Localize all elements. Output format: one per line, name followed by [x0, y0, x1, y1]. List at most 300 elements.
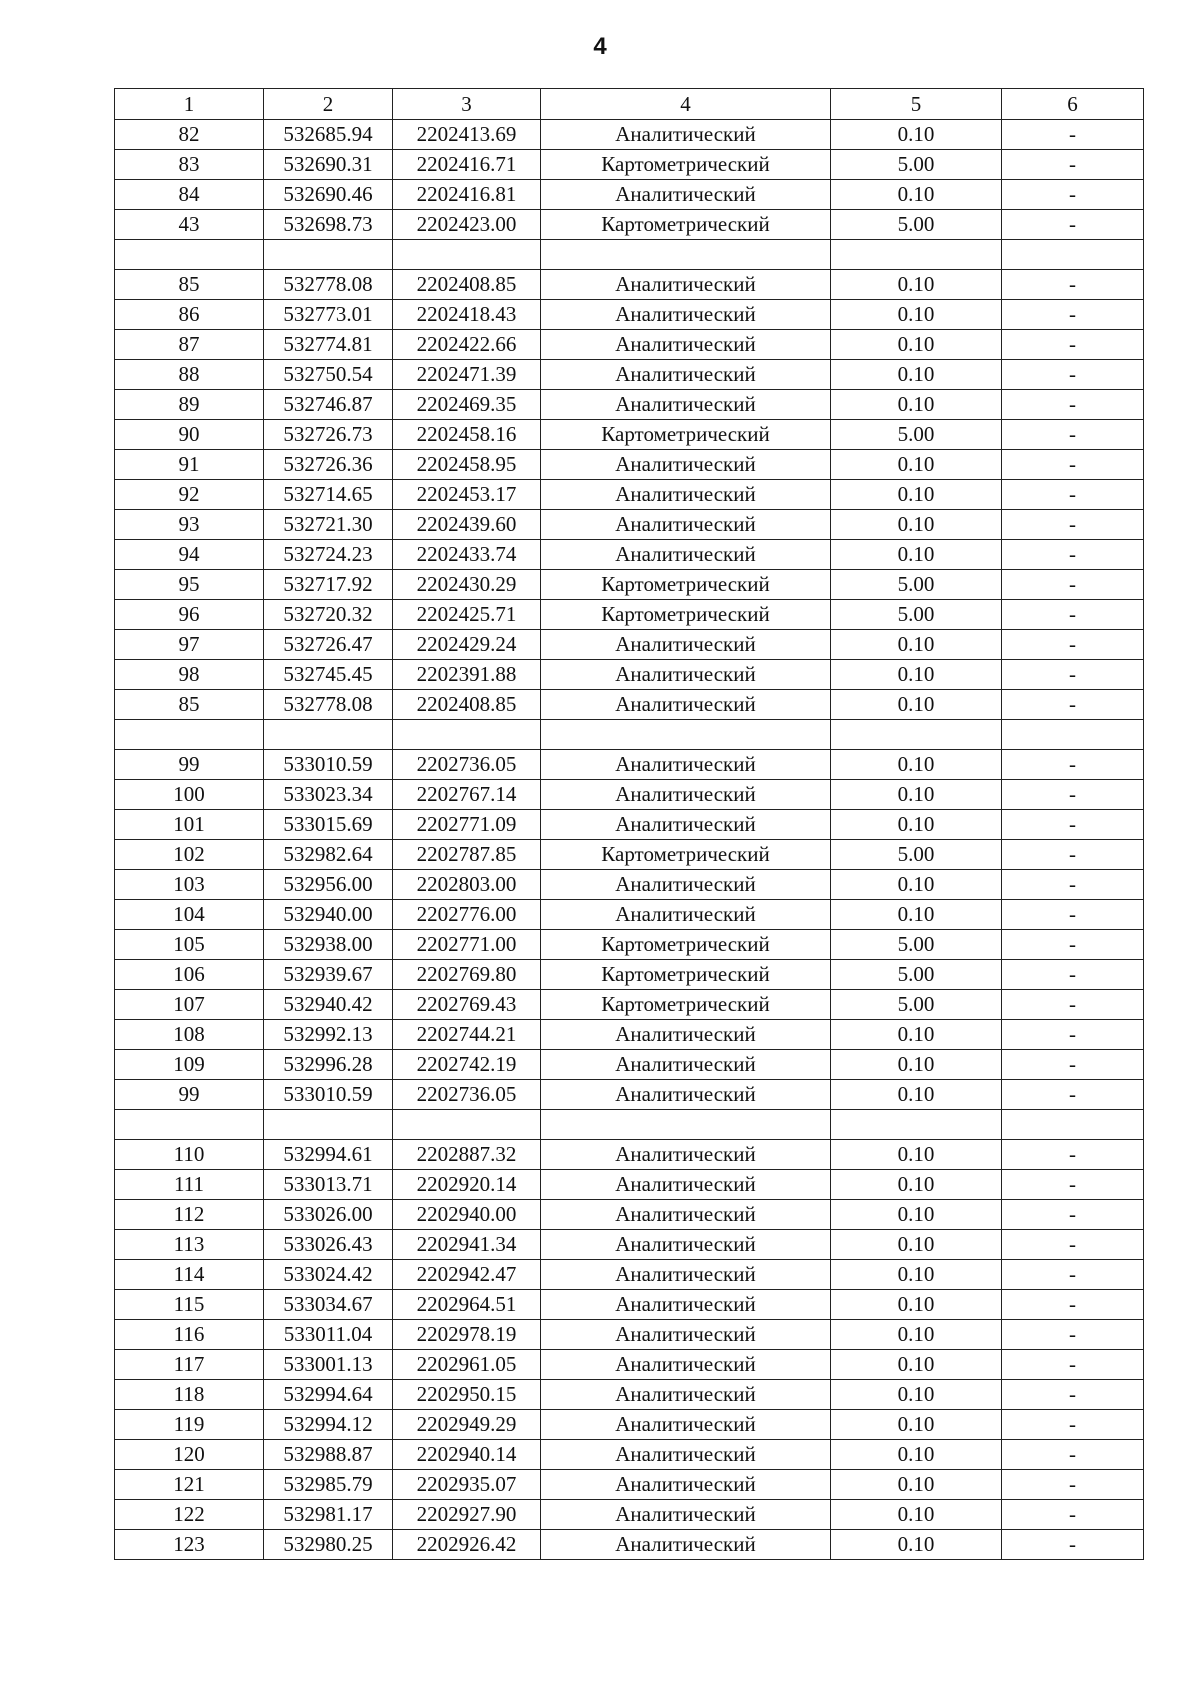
method-cell: Аналитический [541, 1170, 831, 1200]
method-cell: Аналитический [541, 300, 831, 330]
x-coordinate-cell: 532720.32 [264, 600, 393, 630]
point-number-cell: 114 [115, 1260, 264, 1290]
method-cell: Аналитический [541, 330, 831, 360]
x-coordinate-cell: 532940.42 [264, 990, 393, 1020]
y-coordinate-cell: 2202935.07 [393, 1470, 541, 1500]
x-coordinate-cell: 532726.73 [264, 420, 393, 450]
y-coordinate-cell: 2202940.00 [393, 1200, 541, 1230]
table-row [115, 870, 1144, 900]
note-cell: - [1002, 1260, 1144, 1290]
table-row [115, 480, 1144, 510]
table-row [115, 120, 1144, 150]
y-coordinate-cell: 2202920.14 [393, 1170, 541, 1200]
x-coordinate-cell: 533034.67 [264, 1290, 393, 1320]
accuracy-cell: 0.10 [831, 1140, 1002, 1170]
y-coordinate-cell: 2202771.00 [393, 930, 541, 960]
x-coordinate-cell: 532994.12 [264, 1410, 393, 1440]
table-row [115, 840, 1144, 870]
column-header-3: 3 [393, 89, 541, 120]
method-cell: Картометрический [541, 930, 831, 960]
y-coordinate-cell: 2202413.69 [393, 120, 541, 150]
note-cell: - [1002, 990, 1144, 1020]
note-cell: - [1002, 660, 1144, 690]
y-coordinate-cell: 2202950.15 [393, 1380, 541, 1410]
note-cell: - [1002, 900, 1144, 930]
x-coordinate-cell: 532996.28 [264, 1050, 393, 1080]
table-row [115, 450, 1144, 480]
note-cell: - [1002, 1170, 1144, 1200]
accuracy-cell: 5.00 [831, 840, 1002, 870]
x-coordinate-cell: 533026.00 [264, 1200, 393, 1230]
accuracy-cell: 0.10 [831, 1080, 1002, 1110]
point-number-cell: 97 [115, 630, 264, 660]
x-coordinate-cell: 532985.79 [264, 1470, 393, 1500]
note-cell: - [1002, 810, 1144, 840]
note-cell: - [1002, 510, 1144, 540]
point-number-cell: 113 [115, 1230, 264, 1260]
x-coordinate-cell: 532980.25 [264, 1530, 393, 1560]
accuracy-cell: 0.10 [831, 270, 1002, 300]
y-coordinate-cell [393, 240, 541, 270]
y-coordinate-cell: 2202803.00 [393, 870, 541, 900]
point-number-cell: 107 [115, 990, 264, 1020]
method-cell: Аналитический [541, 1020, 831, 1050]
x-coordinate-cell: 532778.08 [264, 690, 393, 720]
accuracy-cell: 0.10 [831, 180, 1002, 210]
method-cell [541, 1110, 831, 1140]
note-cell: - [1002, 180, 1144, 210]
point-number-cell: 122 [115, 1500, 264, 1530]
note-cell: - [1002, 210, 1144, 240]
x-coordinate-cell: 532685.94 [264, 120, 393, 150]
table-row [115, 720, 1144, 750]
x-coordinate-cell: 533013.71 [264, 1170, 393, 1200]
x-coordinate-cell: 532992.13 [264, 1020, 393, 1050]
note-cell: - [1002, 1530, 1144, 1560]
x-coordinate-cell: 532956.00 [264, 870, 393, 900]
point-number-cell: 89 [115, 390, 264, 420]
note-cell [1002, 1110, 1144, 1140]
method-cell: Аналитический [541, 1260, 831, 1290]
method-cell: Аналитический [541, 1320, 831, 1350]
method-cell: Аналитический [541, 1200, 831, 1230]
y-coordinate-cell: 2202744.21 [393, 1020, 541, 1050]
point-number-cell: 101 [115, 810, 264, 840]
accuracy-cell: 0.10 [831, 900, 1002, 930]
method-cell: Картометрический [541, 990, 831, 1020]
accuracy-cell: 5.00 [831, 600, 1002, 630]
x-coordinate-cell: 532774.81 [264, 330, 393, 360]
accuracy-cell: 0.10 [831, 510, 1002, 540]
table-row [115, 1110, 1144, 1140]
y-coordinate-cell: 2202408.85 [393, 690, 541, 720]
x-coordinate-cell: 532994.61 [264, 1140, 393, 1170]
x-coordinate-cell: 532940.00 [264, 900, 393, 930]
coordinates-table [114, 88, 1144, 1560]
point-number-cell: 88 [115, 360, 264, 390]
note-cell: - [1002, 360, 1144, 390]
point-number-cell: 109 [115, 1050, 264, 1080]
column-header-6: 6 [1002, 89, 1144, 120]
table-header-row [115, 89, 1144, 120]
table-row [115, 300, 1144, 330]
table-row [115, 1050, 1144, 1080]
y-coordinate-cell: 2202927.90 [393, 1500, 541, 1530]
note-cell: - [1002, 1440, 1144, 1470]
table-row [115, 1140, 1144, 1170]
method-cell [541, 240, 831, 270]
accuracy-cell: 0.10 [831, 1020, 1002, 1050]
point-number-cell [115, 240, 264, 270]
method-cell: Аналитический [541, 900, 831, 930]
accuracy-cell: 0.10 [831, 1410, 1002, 1440]
point-number-cell: 99 [115, 750, 264, 780]
accuracy-cell: 0.10 [831, 480, 1002, 510]
method-cell: Аналитический [541, 810, 831, 840]
accuracy-cell: 0.10 [831, 1200, 1002, 1230]
y-coordinate-cell: 2202429.24 [393, 630, 541, 660]
method-cell: Аналитический [541, 870, 831, 900]
point-number-cell: 108 [115, 1020, 264, 1050]
y-coordinate-cell: 2202964.51 [393, 1290, 541, 1320]
note-cell: - [1002, 630, 1144, 660]
accuracy-cell: 0.10 [831, 540, 1002, 570]
note-cell: - [1002, 600, 1144, 630]
accuracy-cell: 5.00 [831, 990, 1002, 1020]
table-body [115, 120, 1144, 1560]
method-cell: Аналитический [541, 540, 831, 570]
y-coordinate-cell: 2202942.47 [393, 1260, 541, 1290]
x-coordinate-cell: 532690.46 [264, 180, 393, 210]
y-coordinate-cell: 2202469.35 [393, 390, 541, 420]
table-row [115, 540, 1144, 570]
method-cell: Аналитический [541, 480, 831, 510]
accuracy-cell: 0.10 [831, 1260, 1002, 1290]
y-coordinate-cell: 2202391.88 [393, 660, 541, 690]
x-coordinate-cell: 533024.42 [264, 1260, 393, 1290]
note-cell: - [1002, 1200, 1144, 1230]
y-coordinate-cell: 2202453.17 [393, 480, 541, 510]
y-coordinate-cell: 2202408.85 [393, 270, 541, 300]
table-row [115, 750, 1144, 780]
table-row [115, 1410, 1144, 1440]
x-coordinate-cell: 532938.00 [264, 930, 393, 960]
note-cell: - [1002, 390, 1144, 420]
accuracy-cell: 0.10 [831, 630, 1002, 660]
point-number-cell: 116 [115, 1320, 264, 1350]
table-row [115, 270, 1144, 300]
x-coordinate-cell: 532745.45 [264, 660, 393, 690]
note-cell: - [1002, 570, 1144, 600]
note-cell: - [1002, 120, 1144, 150]
x-coordinate-cell: 533015.69 [264, 810, 393, 840]
x-coordinate-cell: 532698.73 [264, 210, 393, 240]
table-row [115, 960, 1144, 990]
method-cell: Картометрический [541, 840, 831, 870]
accuracy-cell: 0.10 [831, 1440, 1002, 1470]
accuracy-cell: 0.10 [831, 330, 1002, 360]
y-coordinate-cell: 2202787.85 [393, 840, 541, 870]
table-row [115, 390, 1144, 420]
note-cell: - [1002, 1380, 1144, 1410]
point-number-cell: 104 [115, 900, 264, 930]
point-number-cell: 105 [115, 930, 264, 960]
y-coordinate-cell: 2202736.05 [393, 750, 541, 780]
point-number-cell: 100 [115, 780, 264, 810]
accuracy-cell: 5.00 [831, 420, 1002, 450]
x-coordinate-cell: 532726.47 [264, 630, 393, 660]
x-coordinate-cell: 533010.59 [264, 750, 393, 780]
y-coordinate-cell: 2202416.81 [393, 180, 541, 210]
method-cell: Аналитический [541, 360, 831, 390]
table-row [115, 1500, 1144, 1530]
y-coordinate-cell: 2202940.14 [393, 1440, 541, 1470]
accuracy-cell: 0.10 [831, 120, 1002, 150]
method-cell: Аналитический [541, 750, 831, 780]
method-cell: Аналитический [541, 270, 831, 300]
x-coordinate-cell: 532778.08 [264, 270, 393, 300]
y-coordinate-cell: 2202926.42 [393, 1530, 541, 1560]
note-cell: - [1002, 1410, 1144, 1440]
method-cell: Аналитический [541, 180, 831, 210]
note-cell [1002, 240, 1144, 270]
point-number-cell: 119 [115, 1410, 264, 1440]
y-coordinate-cell: 2202887.32 [393, 1140, 541, 1170]
method-cell: Аналитический [541, 780, 831, 810]
accuracy-cell: 0.10 [831, 810, 1002, 840]
accuracy-cell: 0.10 [831, 1290, 1002, 1320]
point-number-cell [115, 1110, 264, 1140]
x-coordinate-cell [264, 1110, 393, 1140]
accuracy-cell: 5.00 [831, 210, 1002, 240]
point-number-cell: 121 [115, 1470, 264, 1500]
table-row [115, 1380, 1144, 1410]
accuracy-cell: 0.10 [831, 660, 1002, 690]
method-cell: Картометрический [541, 420, 831, 450]
accuracy-cell: 0.10 [831, 390, 1002, 420]
accuracy-cell: 0.10 [831, 1470, 1002, 1500]
note-cell: - [1002, 1020, 1144, 1050]
accuracy-cell: 5.00 [831, 570, 1002, 600]
table-row [115, 690, 1144, 720]
point-number-cell: 91 [115, 450, 264, 480]
note-cell: - [1002, 150, 1144, 180]
point-number-cell: 84 [115, 180, 264, 210]
y-coordinate-cell: 2202422.66 [393, 330, 541, 360]
method-cell: Аналитический [541, 1050, 831, 1080]
x-coordinate-cell: 533011.04 [264, 1320, 393, 1350]
note-cell: - [1002, 960, 1144, 990]
accuracy-cell [831, 1110, 1002, 1140]
note-cell: - [1002, 450, 1144, 480]
x-coordinate-cell: 532939.67 [264, 960, 393, 990]
y-coordinate-cell: 2202776.00 [393, 900, 541, 930]
note-cell: - [1002, 270, 1144, 300]
table-row [115, 1350, 1144, 1380]
accuracy-cell: 0.10 [831, 1350, 1002, 1380]
table-row [115, 930, 1144, 960]
x-coordinate-cell: 532714.65 [264, 480, 393, 510]
point-number-cell: 103 [115, 870, 264, 900]
point-number-cell: 92 [115, 480, 264, 510]
table-row [115, 630, 1144, 660]
point-number-cell: 83 [115, 150, 264, 180]
table-row [115, 210, 1144, 240]
y-coordinate-cell: 2202418.43 [393, 300, 541, 330]
point-number-cell: 120 [115, 1440, 264, 1470]
method-cell: Аналитический [541, 1410, 831, 1440]
y-coordinate-cell: 2202769.80 [393, 960, 541, 990]
note-cell: - [1002, 750, 1144, 780]
column-header-4: 4 [541, 89, 831, 120]
method-cell: Аналитический [541, 1350, 831, 1380]
point-number-cell: 123 [115, 1530, 264, 1560]
point-number-cell: 93 [115, 510, 264, 540]
method-cell: Картометрический [541, 960, 831, 990]
point-number-cell: 96 [115, 600, 264, 630]
x-coordinate-cell: 532750.54 [264, 360, 393, 390]
table-row [115, 990, 1144, 1020]
note-cell: - [1002, 330, 1144, 360]
x-coordinate-cell: 532717.92 [264, 570, 393, 600]
point-number-cell: 82 [115, 120, 264, 150]
accuracy-cell: 0.10 [831, 1170, 1002, 1200]
accuracy-cell: 0.10 [831, 1230, 1002, 1260]
y-coordinate-cell: 2202439.60 [393, 510, 541, 540]
y-coordinate-cell: 2202961.05 [393, 1350, 541, 1380]
x-coordinate-cell: 532746.87 [264, 390, 393, 420]
table-row [115, 1200, 1144, 1230]
point-number-cell: 86 [115, 300, 264, 330]
method-cell: Картометрический [541, 210, 831, 240]
y-coordinate-cell: 2202767.14 [393, 780, 541, 810]
y-coordinate-cell: 2202978.19 [393, 1320, 541, 1350]
table-row [115, 150, 1144, 180]
x-coordinate-cell [264, 720, 393, 750]
note-cell: - [1002, 1290, 1144, 1320]
x-coordinate-cell: 533026.43 [264, 1230, 393, 1260]
accuracy-cell: 0.10 [831, 870, 1002, 900]
method-cell: Аналитический [541, 1380, 831, 1410]
y-coordinate-cell: 2202742.19 [393, 1050, 541, 1080]
method-cell: Аналитический [541, 660, 831, 690]
note-cell: - [1002, 1350, 1144, 1380]
x-coordinate-cell: 533010.59 [264, 1080, 393, 1110]
point-number-cell: 115 [115, 1290, 264, 1320]
accuracy-cell: 0.10 [831, 750, 1002, 780]
x-coordinate-cell: 532724.23 [264, 540, 393, 570]
y-coordinate-cell: 2202423.00 [393, 210, 541, 240]
table-row [115, 1080, 1144, 1110]
y-coordinate-cell [393, 720, 541, 750]
x-coordinate-cell: 533023.34 [264, 780, 393, 810]
point-number-cell: 94 [115, 540, 264, 570]
method-cell: Картометрический [541, 570, 831, 600]
table-row [115, 600, 1144, 630]
method-cell: Аналитический [541, 450, 831, 480]
method-cell: Картометрический [541, 600, 831, 630]
table-row [115, 510, 1144, 540]
method-cell: Аналитический [541, 630, 831, 660]
note-cell: - [1002, 480, 1144, 510]
column-header-2: 2 [264, 89, 393, 120]
table-row [115, 900, 1144, 930]
point-number-cell: 98 [115, 660, 264, 690]
accuracy-cell: 0.10 [831, 1320, 1002, 1350]
y-coordinate-cell: 2202416.71 [393, 150, 541, 180]
point-number-cell: 102 [115, 840, 264, 870]
page-number: 4 [593, 33, 607, 60]
note-cell: - [1002, 1140, 1144, 1170]
x-coordinate-cell [264, 240, 393, 270]
column-header-5: 5 [831, 89, 1002, 120]
column-header-1: 1 [115, 89, 264, 120]
method-cell: Аналитический [541, 1080, 831, 1110]
accuracy-cell: 0.10 [831, 1530, 1002, 1560]
point-number-cell: 111 [115, 1170, 264, 1200]
y-coordinate-cell [393, 1110, 541, 1140]
note-cell: - [1002, 1500, 1144, 1530]
y-coordinate-cell: 2202771.09 [393, 810, 541, 840]
note-cell [1002, 720, 1144, 750]
x-coordinate-cell: 532982.64 [264, 840, 393, 870]
method-cell: Картометрический [541, 150, 831, 180]
accuracy-cell: 0.10 [831, 360, 1002, 390]
method-cell: Аналитический [541, 1230, 831, 1260]
accuracy-cell: 5.00 [831, 150, 1002, 180]
table-row [115, 180, 1144, 210]
accuracy-cell [831, 240, 1002, 270]
accuracy-cell: 0.10 [831, 300, 1002, 330]
method-cell: Аналитический [541, 1530, 831, 1560]
method-cell [541, 720, 831, 750]
note-cell: - [1002, 1050, 1144, 1080]
y-coordinate-cell: 2202949.29 [393, 1410, 541, 1440]
y-coordinate-cell: 2202458.16 [393, 420, 541, 450]
note-cell: - [1002, 300, 1144, 330]
method-cell: Аналитический [541, 510, 831, 540]
method-cell: Аналитический [541, 1140, 831, 1170]
method-cell: Аналитический [541, 690, 831, 720]
point-number-cell: 90 [115, 420, 264, 450]
point-number-cell [115, 720, 264, 750]
table-row [115, 1230, 1144, 1260]
table-row [115, 1320, 1144, 1350]
x-coordinate-cell: 532773.01 [264, 300, 393, 330]
method-cell: Аналитический [541, 390, 831, 420]
method-cell: Аналитический [541, 1440, 831, 1470]
point-number-cell: 85 [115, 690, 264, 720]
y-coordinate-cell: 2202769.43 [393, 990, 541, 1020]
y-coordinate-cell: 2202458.95 [393, 450, 541, 480]
accuracy-cell: 0.10 [831, 780, 1002, 810]
table-row [115, 360, 1144, 390]
table-row [115, 1020, 1144, 1050]
accuracy-cell [831, 720, 1002, 750]
table-row [115, 420, 1144, 450]
note-cell: - [1002, 840, 1144, 870]
table-row [115, 780, 1144, 810]
y-coordinate-cell: 2202471.39 [393, 360, 541, 390]
note-cell: - [1002, 540, 1144, 570]
x-coordinate-cell: 532994.64 [264, 1380, 393, 1410]
x-coordinate-cell: 532981.17 [264, 1500, 393, 1530]
x-coordinate-cell: 533001.13 [264, 1350, 393, 1380]
point-number-cell: 87 [115, 330, 264, 360]
x-coordinate-cell: 532988.87 [264, 1440, 393, 1470]
note-cell: - [1002, 870, 1144, 900]
accuracy-cell: 0.10 [831, 450, 1002, 480]
